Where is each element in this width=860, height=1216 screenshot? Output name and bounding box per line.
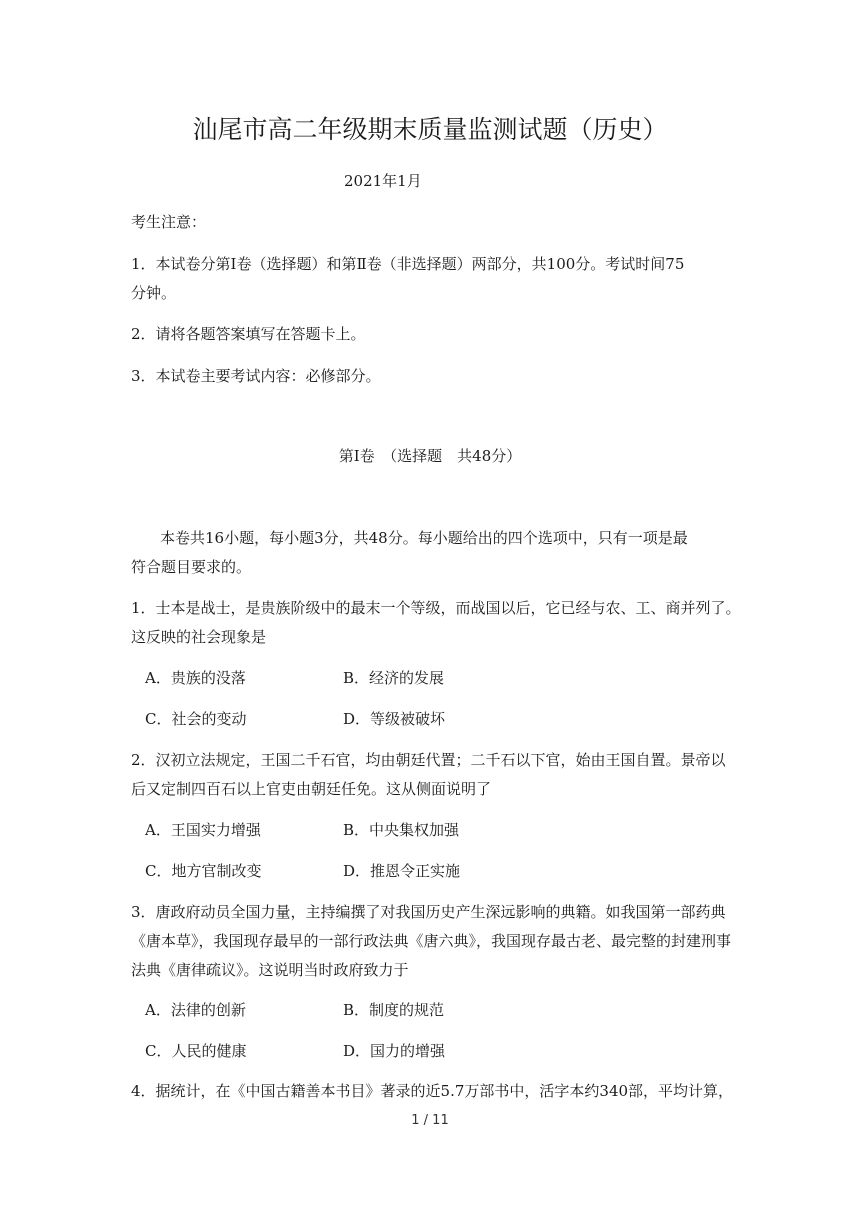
- option-b: B．经济的发展: [343, 669, 445, 687]
- question-text-line: 《唐本草》，我国现存最早的一部行政法典《唐六典》，我国现存最古老、最完整的封建刑事: [131, 932, 732, 950]
- question-text-line: 后又定制四百石以上官吏由朝廷任免。这从侧面说明了: [131, 780, 492, 798]
- question-text-line: 4．据统计，在《中国古籍善本书目》著录的近5.7万部书中，活字本约340部，平均计算，: [131, 1082, 734, 1100]
- notice-item-1-line-2: 分钟。: [131, 284, 177, 302]
- question-text-line: 2．汉初立法规定，王国二千石官，均由朝廷代置；二千石以下官，始由王国自置。景帝以: [131, 751, 726, 769]
- notice-item-1-line-1: 1．本试卷分第Ⅰ卷（选择题）和第Ⅱ卷（非选择题）两部分，共100分。考试时间75: [131, 255, 685, 273]
- question-text-line: 这反映的社会现象是: [131, 628, 267, 646]
- option-a: A．法律的创新: [145, 1001, 246, 1019]
- notice-item-3: 3．本试卷主要考试内容：必修部分。: [131, 367, 381, 385]
- option-d: D．推恩令正实施: [343, 862, 461, 880]
- option-c: C．地方官制改变: [145, 862, 262, 880]
- section-intro-line-1: 本卷共16小题，每小题3分，共48分。每小题给出的四个选项中，只有一项是最: [160, 529, 688, 547]
- exam-date: 2021年1月: [344, 172, 422, 190]
- question-text-line: 法典《唐律疏议》。这说明当时政府致力于: [131, 961, 409, 979]
- option-b: B．制度的规范: [343, 1001, 445, 1019]
- question-text-line: 1．士本是战士，是贵族阶级中的最末一个等级，而战国以后，它已经与农、工、商并列了。: [131, 599, 741, 617]
- option-c: C．人民的健康: [145, 1042, 247, 1060]
- option-c: C．社会的变动: [145, 710, 247, 728]
- page-number: 1 / 11: [411, 1113, 449, 1128]
- option-d: D．国力的增强: [343, 1042, 446, 1060]
- question-text-line: 3．唐政府动员全国力量，主持编撰了对我国历史产生深远影响的典籍。如我国第一部药典: [131, 903, 726, 921]
- option-b: B．中央集权加强: [343, 821, 460, 839]
- notice-heading: 考生注意：: [131, 213, 207, 231]
- option-a: A．贵族的没落: [145, 669, 246, 687]
- option-d: D．等级被破坏: [343, 710, 446, 728]
- option-a: A．王国实力增强: [145, 821, 261, 839]
- section-heading: 第Ⅰ卷 （选择题 共48分）: [338, 447, 522, 465]
- notice-item-2: 2．请将各题答案填写在答题卡上。: [131, 325, 366, 343]
- page-title: 汕尾市高二年级期末质量监测试题（历史）: [192, 115, 668, 144]
- section-intro-line-2: 符合题目要求的。: [131, 558, 252, 576]
